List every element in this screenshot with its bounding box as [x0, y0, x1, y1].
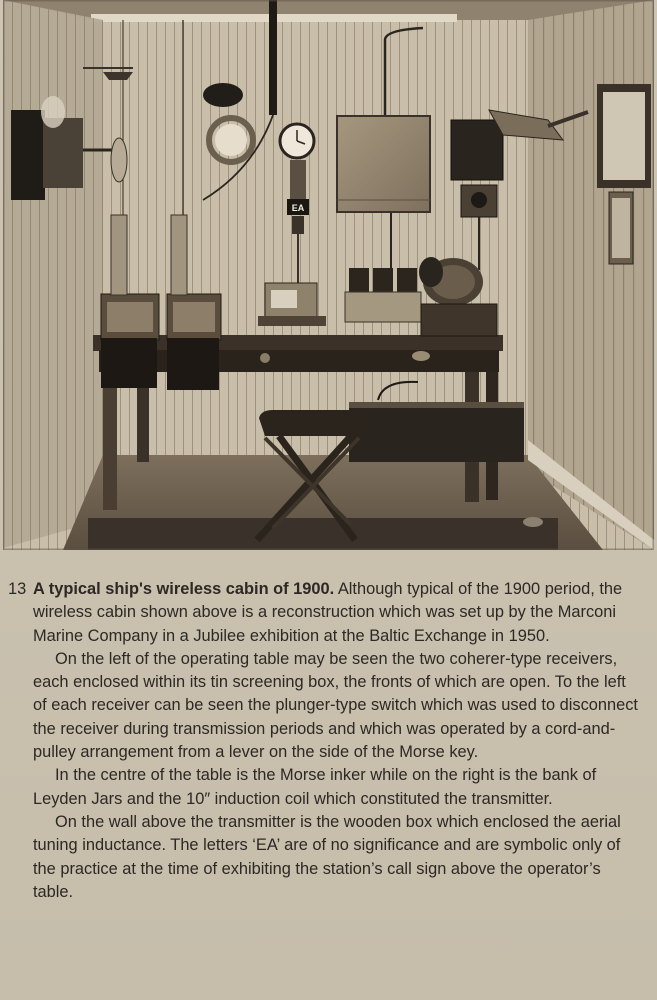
figure-number: 13 — [8, 580, 27, 598]
caption-lead: A typical ship's wireless cabin of 1900. — [33, 580, 335, 598]
leyden-jar — [349, 268, 369, 294]
plunger-switch — [111, 215, 127, 295]
wireless-cabin-photo — [3, 0, 654, 550]
call-sign-text: EA — [291, 203, 305, 213]
plunger-switch — [171, 215, 187, 295]
caption-paragraph — [8, 578, 638, 648]
switch-box — [451, 120, 503, 180]
caption-text: Although typical of the 1900 period, the wireless cabin shown above is a reconstruction which was set up by the Marconi Marine Company in a Jubilee exhibition at the Baltic Exchange in 1950. — [33, 580, 623, 645]
tuning-inductance-box — [337, 116, 430, 212]
caption-paragraph: On the wall above the transmitter is the wooden box which enclosed the aerial tuning inductance. The letters ‘EA’ are of no significance and are symbolic only of the practice at the time of exhibiting the station’s call sign above the operator’s table. — [33, 812, 621, 901]
table-leg — [103, 370, 117, 510]
battery-box — [349, 402, 524, 462]
caption-paragraph: In the centre of the table is the Morse inker while on the right is the bank of Leyden Jars and the 10″ induction coil which constituted the transmitter. — [33, 766, 597, 808]
wall-lamp — [11, 110, 45, 200]
caption-paragraph: On the left of the operating table may be seen the two coherer-type receivers, each enclosed within its tin screening box, the fronts of which are open. To the left of each receiver can be seen the plunger-type switch which was used to disconnect the receiver during transmission periods and which was operated by a cord-and-pulley arrangement from a lever on the side of the Morse key. — [33, 649, 638, 762]
leyden-jar — [373, 268, 393, 294]
floor-mat — [88, 518, 558, 550]
leyden-jar — [397, 268, 417, 294]
ceiling-lamp — [203, 83, 243, 107]
figure-caption — [8, 578, 638, 904]
folding-stool-seat — [259, 410, 368, 436]
